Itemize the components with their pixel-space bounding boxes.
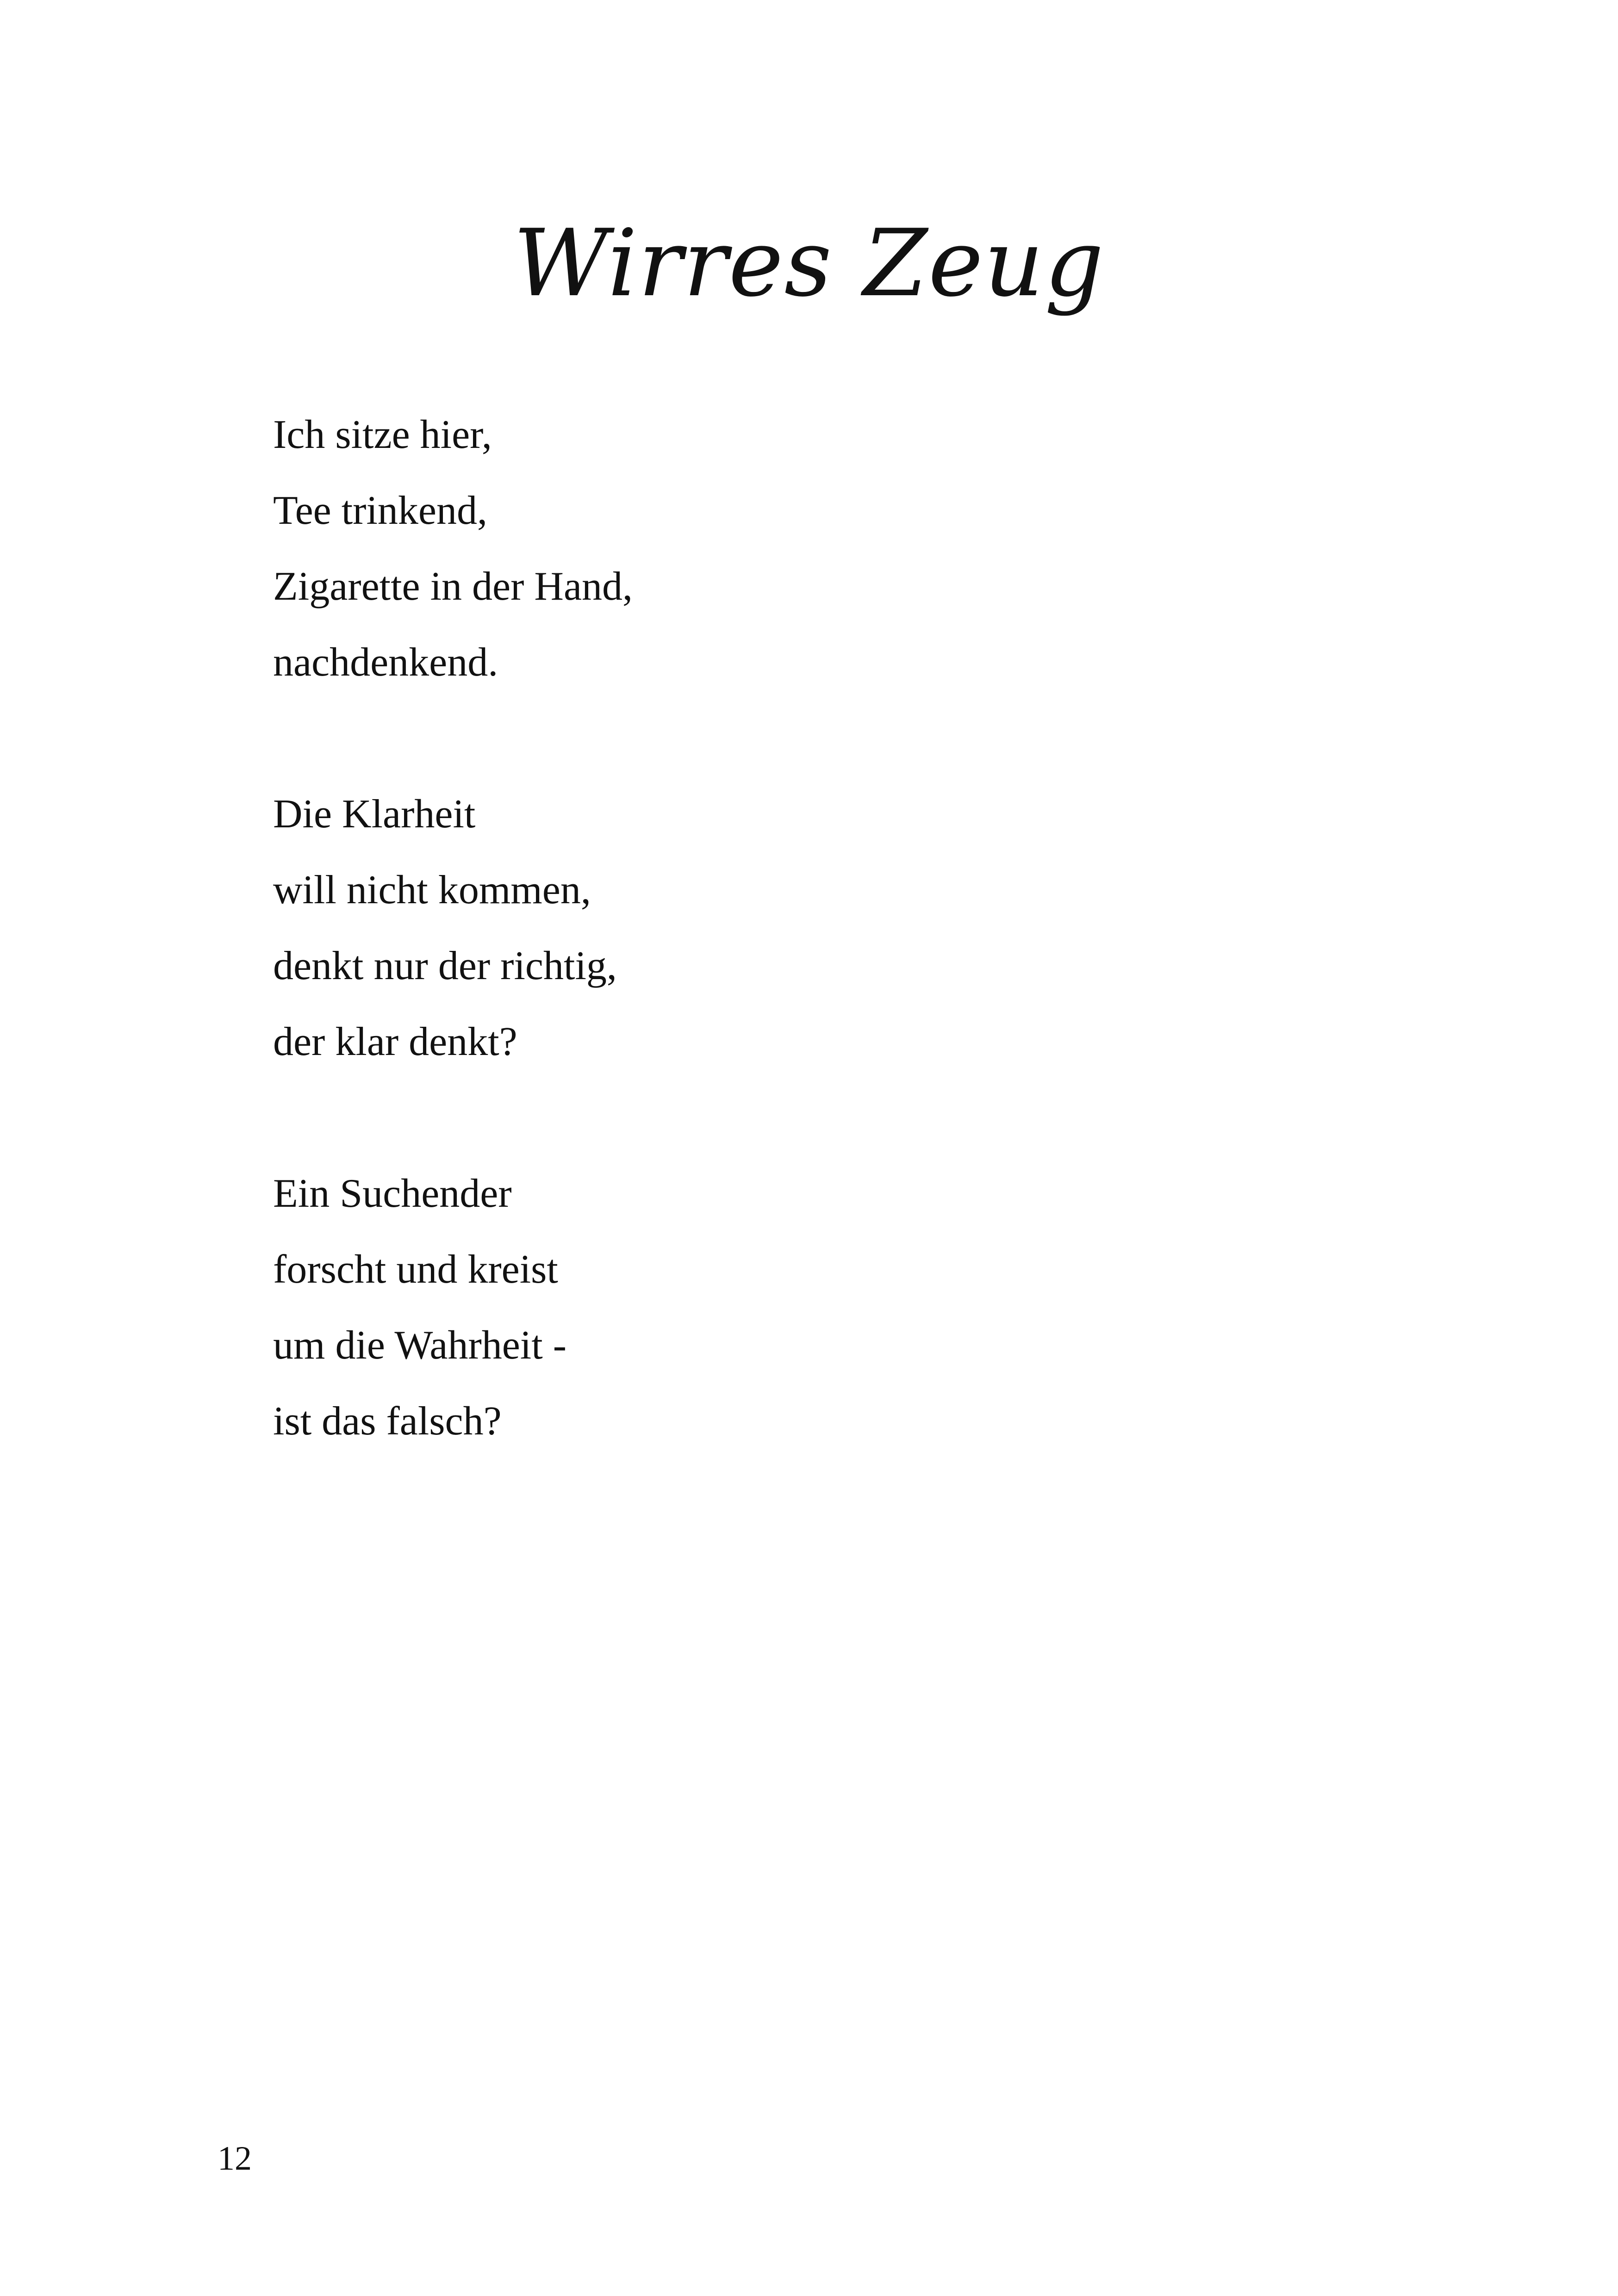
poem-title: Wirres Zeug [513,210,1105,317]
poem-line: forscht und kreist [273,1247,558,1292]
poem-line: will nicht kommen, [273,868,591,912]
poem-line: Die Klarheit [273,792,476,837]
poem-body [273,397,1338,1535]
stanza-2 [273,776,1338,1080]
poem-line: ist das falsch? [273,1399,502,1444]
stanza-1 [273,397,1338,701]
page-number: 12 [218,2140,252,2178]
poem-line: Ein Suchender [273,1171,512,1216]
stanza-3 [273,1156,1338,1459]
poem-line: der klar denkt? [273,1019,517,1064]
poem-line: denkt nur der richtig, [273,943,617,988]
poem-line: Ich sitze hier, [273,412,492,457]
poem-line: um die Wahrheit - [273,1323,567,1368]
poem-line: Zigarette in der Hand, [273,564,633,609]
poem-line: Tee trinkend, [273,488,487,533]
poem-line: nachdenkend. [273,640,498,685]
